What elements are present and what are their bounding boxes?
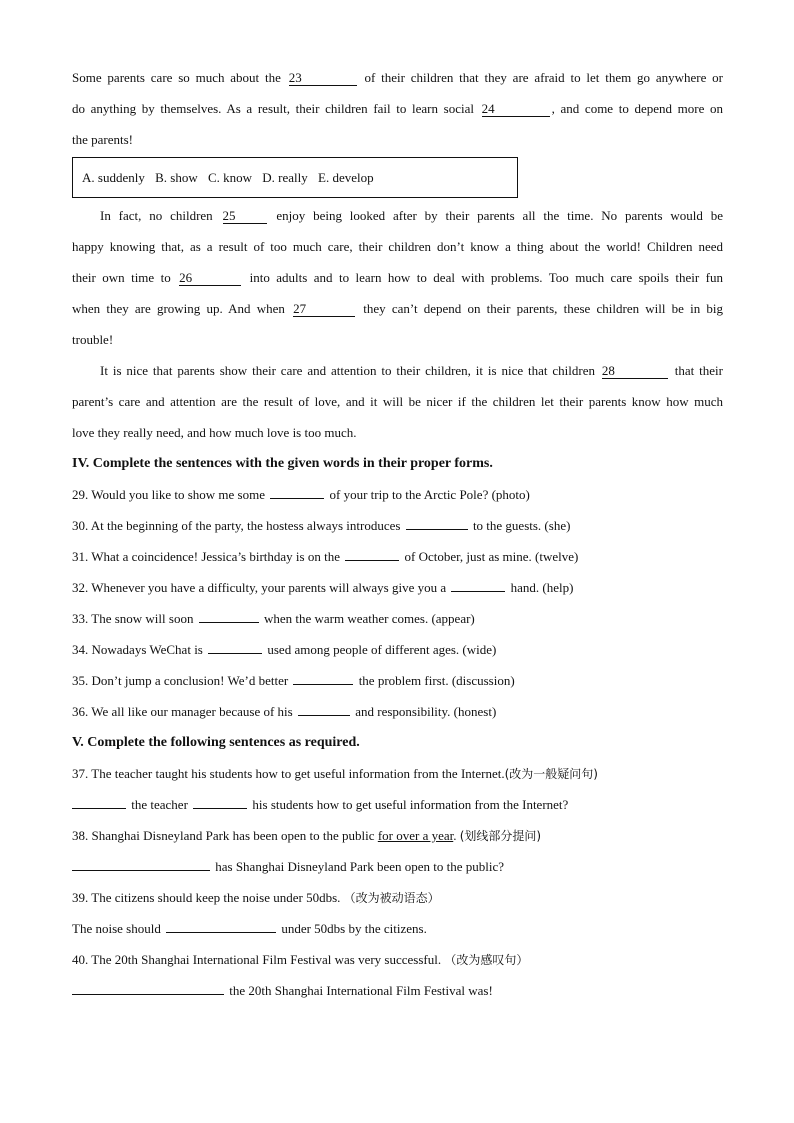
- question-31: [72, 541, 723, 572]
- question-text: 34. Nowadays WeChat is: [72, 642, 203, 657]
- answer-blank[interactable]: [298, 715, 350, 716]
- passage-text: when they are growing up. And when: [72, 301, 285, 316]
- question-text: of your trip to the Arctic Pole? (photo): [329, 487, 530, 502]
- question-text: 37. The teacher taught his students how to get useful information from the Internet.: [72, 766, 505, 781]
- section-v-heading: V. Complete the following sentences as required.: [72, 735, 360, 750]
- question-text: 40. The 20th Shanghai International Film Festival was very successful.: [72, 952, 442, 967]
- answer-blank[interactable]: [270, 498, 324, 499]
- answer-text: the teacher: [131, 797, 188, 812]
- passage-text: In fact, no children: [100, 208, 213, 223]
- passage-line: [72, 124, 723, 155]
- answer-blank[interactable]: [406, 529, 468, 530]
- question-text: the problem first. (discussion): [358, 673, 515, 688]
- passage-text: trouble!: [72, 332, 114, 347]
- answer-blank[interactable]: [345, 560, 399, 561]
- question-text: 35. Don’t jump a conclusion! We’d better: [72, 673, 289, 688]
- blank-23[interactable]: [289, 71, 357, 86]
- section-iv-heading: IV. Complete the sentences with the given words in their proper forms.: [72, 456, 493, 471]
- passage-text: that their: [674, 363, 724, 378]
- passage-text: into adults and to learn how to deal with problems. Too much care spoils their fun: [249, 270, 723, 285]
- blank-number: 28: [601, 363, 615, 378]
- passage-text: happy knowing that, as a result of too much care, their children don’t know a thing about the world! Children need: [72, 239, 723, 254]
- instruction-note: (改为一般疑问句): [504, 767, 598, 781]
- question-29: [72, 479, 723, 510]
- word-options-box: [72, 157, 518, 198]
- answer-blank[interactable]: [166, 932, 276, 933]
- passage-line: [72, 324, 723, 355]
- question-32: [72, 572, 723, 603]
- blank-28[interactable]: [602, 364, 668, 379]
- worksheet-page: [72, 62, 723, 1006]
- answer-text: his students how to get useful information from the Internet?: [252, 797, 569, 812]
- question-text: 30. At the beginning of the party, the hostess always introduces: [72, 518, 401, 533]
- question-35: [72, 665, 723, 696]
- passage-line: [72, 62, 723, 93]
- instruction-note: (划线部分提问): [459, 829, 542, 843]
- passage-text: they can’t depend on their parents, these children will be in big: [363, 301, 724, 316]
- option-e: E. develop: [318, 170, 374, 185]
- question-text: hand. (help): [510, 580, 574, 595]
- option-d: D. really: [262, 170, 308, 185]
- passage-text: It is nice that parents show their care and attention to their children, it is nice that children: [100, 363, 596, 378]
- answer-blank[interactable]: [72, 994, 224, 995]
- answer-38: [72, 851, 723, 882]
- answer-39: [72, 913, 723, 944]
- passage-text: Some parents care so much about the: [72, 70, 281, 85]
- passage-line: [72, 231, 723, 262]
- question-text: 29. Would you like to show me some: [72, 487, 265, 502]
- instruction-note: （改为感叹句）: [444, 953, 529, 967]
- question-37: [72, 758, 723, 789]
- question-text: 36. We all like our manager because of his: [72, 704, 293, 719]
- option-c: C. know: [207, 170, 253, 185]
- option-b: B. show: [155, 170, 198, 185]
- answer-blank[interactable]: [193, 808, 247, 809]
- blank-24[interactable]: [482, 102, 550, 117]
- answer-blank[interactable]: [208, 653, 262, 654]
- passage-line: [72, 355, 723, 386]
- answer-blank[interactable]: [451, 591, 505, 592]
- question-text: when the warm weather comes. (appear): [263, 611, 475, 626]
- blank-number: 26: [179, 270, 193, 285]
- passage-line: [72, 417, 723, 448]
- blank-number: 25: [222, 208, 236, 223]
- question-text: to the guests. (she): [472, 518, 571, 533]
- passage-line: [72, 200, 723, 231]
- question-text: of October, just as mine. (twelve): [404, 549, 579, 564]
- passage-line: [72, 386, 723, 417]
- blank-number: 23: [288, 70, 302, 85]
- passage-line: [72, 293, 723, 324]
- answer-text: the 20th Shanghai International Film Festival was!: [229, 983, 493, 998]
- passage-text: , and come to depend more on: [551, 101, 723, 116]
- blank-number: 27: [293, 301, 307, 316]
- passage-text: love they really need, and how much love is too much.: [72, 425, 357, 440]
- question-36: [72, 696, 723, 727]
- question-38: [72, 820, 723, 851]
- passage-text: their own time to: [72, 270, 171, 285]
- answer-blank[interactable]: [293, 684, 353, 685]
- answer-text: The noise should: [72, 921, 161, 936]
- option-a: A. suddenly: [82, 170, 145, 185]
- answer-blank[interactable]: [199, 622, 259, 623]
- blank-number: 24: [481, 101, 495, 116]
- instruction-note: （改为被动语态）: [343, 891, 440, 905]
- passage-text: do anything by themselves. As a result, their children fail to learn social: [72, 101, 474, 116]
- question-34: [72, 634, 723, 665]
- passage-line: [72, 93, 723, 124]
- answer-text: under 50dbs by the citizens.: [281, 921, 427, 936]
- answer-text: has Shanghai Disneyland Park been open to the public?: [215, 859, 505, 874]
- passage-text: parent’s care and attention are the result of love, and it will be nicer if the children let their parents know how much: [72, 394, 723, 409]
- question-30: [72, 510, 723, 541]
- question-text: 33. The snow will soon: [72, 611, 194, 626]
- answer-37: [72, 789, 723, 820]
- blank-26[interactable]: [179, 271, 241, 286]
- question-text: 32. Whenever you have a difficulty, your parents will always give you a: [72, 580, 447, 595]
- answer-blank[interactable]: [72, 870, 210, 871]
- question-text: 39. The citizens should keep the noise under 50dbs.: [72, 890, 341, 905]
- question-text: used among people of different ages. (wide): [267, 642, 497, 657]
- question-40: [72, 944, 723, 975]
- question-text: .: [453, 828, 457, 843]
- question-text: and responsibility. (honest): [355, 704, 497, 719]
- passage-line: [72, 262, 723, 293]
- passage-text: of their children that they are afraid to let them go anywhere or: [364, 70, 723, 85]
- blank-27[interactable]: [293, 302, 355, 317]
- question-33: [72, 603, 723, 634]
- passage-text: enjoy being looked after by their parents all the time. No parents would be: [276, 208, 724, 223]
- answer-40: [72, 975, 723, 1006]
- question-39: [72, 882, 723, 913]
- passage-text: the parents!: [72, 132, 134, 147]
- answer-blank[interactable]: [72, 808, 126, 809]
- question-text: 31. What a coincidence! Jessica’s birthday is on the: [72, 549, 340, 564]
- blank-25[interactable]: [223, 209, 267, 224]
- underlined-phrase: for over a year: [377, 828, 454, 843]
- question-text: 38. Shanghai Disneyland Park has been open to the public: [72, 828, 375, 843]
